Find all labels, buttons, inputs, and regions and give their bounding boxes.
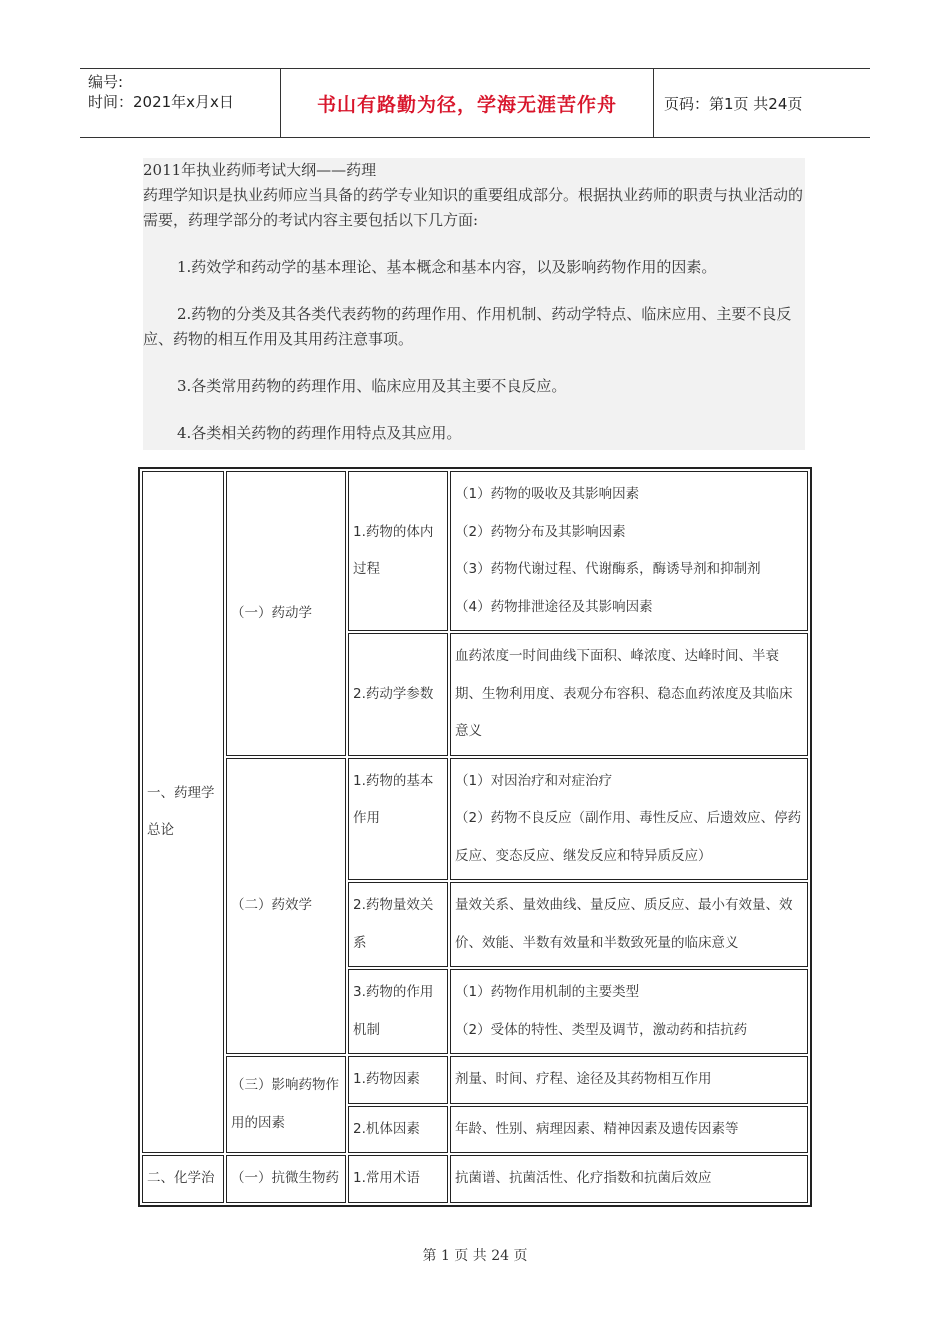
page-indicator: 页码：第1页 共24页 (664, 94, 803, 113)
content-line: （1）药物的吸收及其影响因素 (455, 486, 640, 502)
content-line: （2）药物分布及其影响因素 (455, 523, 626, 540)
intro-item: 4.各类相关药物的药理作用特点及其应用。 (177, 424, 462, 442)
unit-cell: 1.药物因素 (348, 1056, 448, 1104)
content-cell (450, 758, 808, 881)
subsection-cell: （二）药效学 (226, 758, 346, 1055)
content-line: （1）药物作用机制的主要类型 (455, 984, 640, 1000)
intro-item: 3.各类常用药物的药理作用、临床应用及其主要不良反应。 (177, 377, 567, 395)
unit-cell: 2.药动学参数 (348, 633, 448, 756)
content-cell (450, 969, 808, 1054)
content-cell: 剂量、时间、疗程、途径及其药物相互作用 (450, 1056, 808, 1104)
motto: 书山有路勤为径，学海无涯苦作舟 (281, 69, 654, 137)
unit-cell: 3.药物的作用机制 (348, 969, 448, 1054)
subsection-cell: （一）药动学 (226, 471, 346, 756)
content-cell: 血药浓度一时间曲线下面积、峰浓度、达峰时间、半衰期、生物利用度、表观分布容积、稳态血药浓度及其临床意义 (450, 633, 808, 756)
unit-cell: 2.机体因素 (348, 1106, 448, 1154)
syllabus-table (138, 467, 812, 1207)
time-label: 时间：2021年x月x日 (88, 93, 234, 111)
page-header (80, 68, 870, 138)
number-label: 编号: (88, 73, 124, 91)
content-line: （2）受体的特性、类型及调节，激动药和拮抗药 (455, 1021, 748, 1038)
intro-paragraph: 药理学知识是执业药师应当具备的药学专业知识的重要组成部分。根据执业药师的职责与执业活动的需要，药理学部分的考试内容主要包括以下几方面: (143, 186, 804, 229)
page-footer: 第 1 页 共 24 页 (422, 1248, 528, 1264)
subsection-cell: （三）影响药物作用的因素 (226, 1056, 346, 1153)
intro-section (143, 158, 805, 450)
content-cell: 年龄、性别、病理因素、精神因素及遗传因素等 (450, 1106, 808, 1154)
section-cell: 二、化学治 (142, 1155, 224, 1203)
content-cell: 抗菌谱、抗菌活性、化疗指数和抗菌后效应 (450, 1155, 808, 1203)
section-cell: 一、药理学总论 (142, 471, 224, 1153)
unit-cell: 1.药物的基本作用 (348, 758, 448, 881)
header-meta (80, 69, 281, 137)
subsection-cell: （一）抗微生物药 (226, 1155, 346, 1203)
unit-cell: 1.药物的体内过程 (348, 471, 448, 631)
content-line: （1）对因治疗和对症治疗 (455, 772, 613, 789)
content-cell: 量效关系、量效曲线、量反应、质反应、最小有效量、效价、效能、半数有效量和半数致死量的临床意义 (450, 882, 808, 967)
intro-item: 2.药物的分类及其各类代表药物的药理作用、作用机制、药动学特点、临床应用、主要不良反应、药物的相互作用及其用药注意事项。 (143, 305, 792, 348)
document-title: 2011年执业药师考试大纲——药理 (143, 161, 377, 179)
content-line: （4）药物排泄途径及其影响因素 (455, 598, 653, 615)
content-line: （3）药物代谢过程、代谢酶系，酶诱导剂和抑制剂 (455, 561, 761, 577)
content-cell (450, 471, 808, 631)
unit-cell: 1.常用术语 (348, 1155, 448, 1203)
unit-cell: 2.药物量效关系 (348, 882, 448, 967)
content-line: （2）药物不良反应（副作用、毒性反应、后遗效应、停药反应、变态反应、继发反应和特异质反应） (455, 810, 802, 864)
intro-item: 1.药效学和药动学的基本理论、基本概念和基本内容，以及影响药物作用的因素。 (177, 258, 717, 276)
